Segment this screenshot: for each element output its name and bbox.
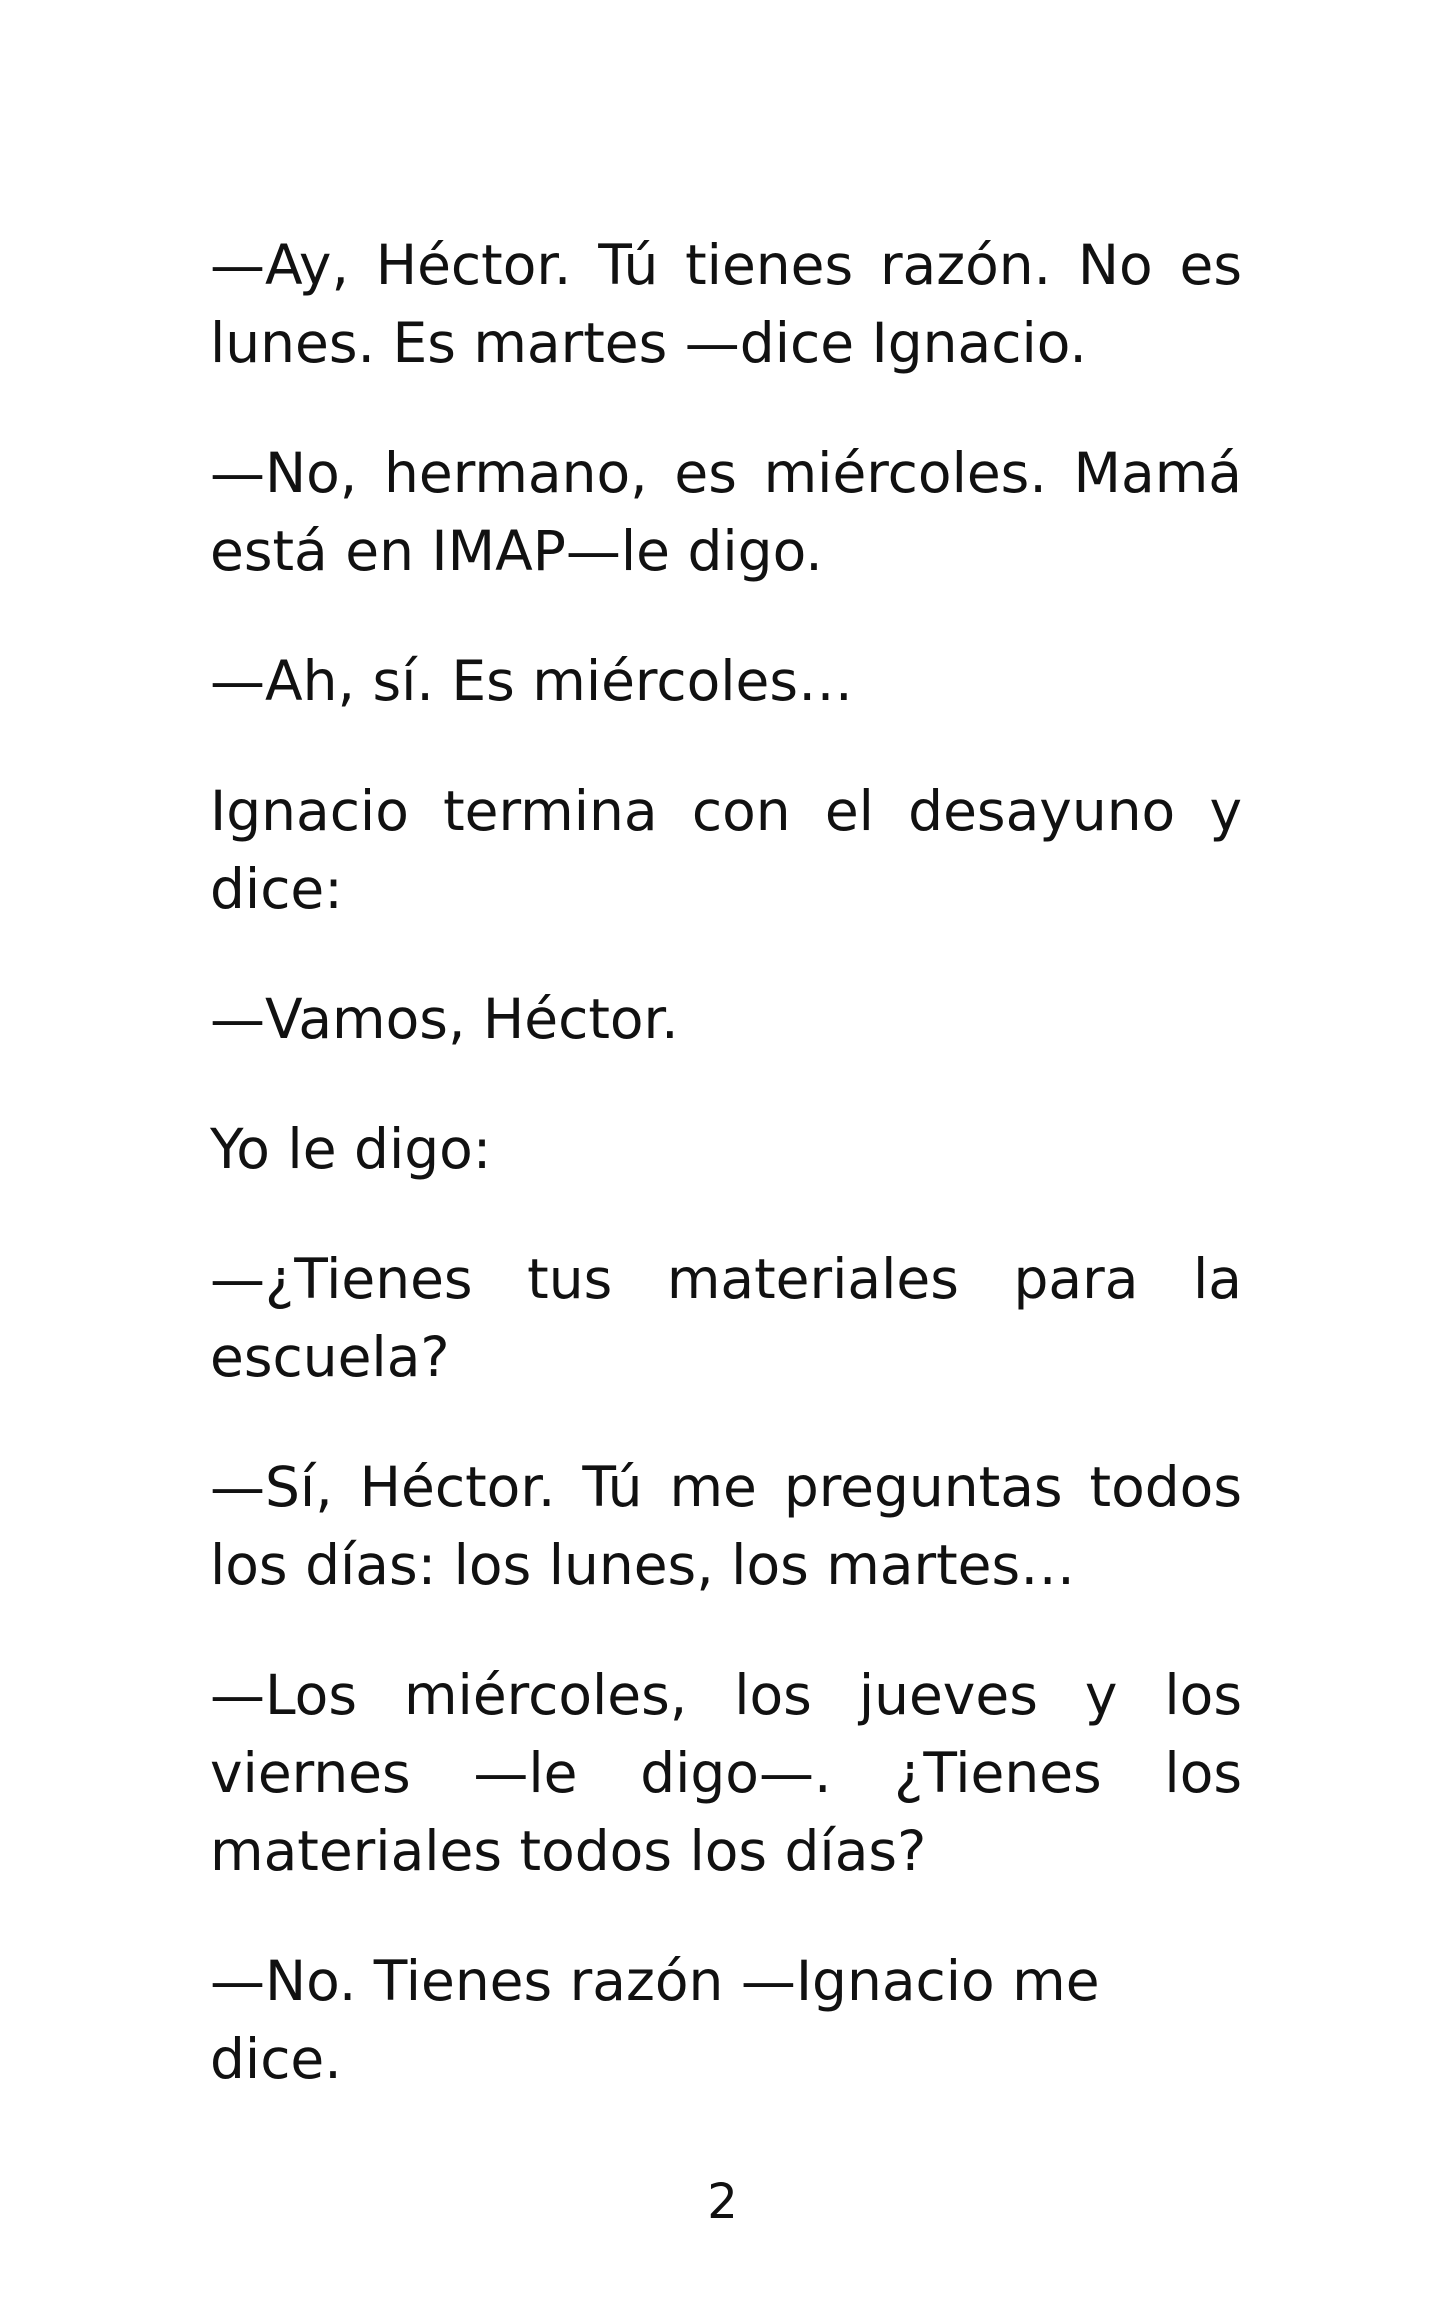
paragraph-10: —No. Tienes razón —Ignacio me dice. xyxy=(210,1949,1100,2091)
paragraph-9: —Los miércoles, los jueves y los viernes —le digo—. ¿Tienes los materiales todos los días? xyxy=(210,1663,1242,1883)
paragraph-8: —Sí, Héctor. Tú me preguntas todos los días: los lunes, los martes… xyxy=(210,1455,1242,1597)
paragraph-3: —Ah, sí. Es miércoles… xyxy=(210,649,854,713)
paragraph-1: —Ay, Héctor. Tú tienes razón. No es lunes. Es martes —dice Ignacio. xyxy=(210,233,1242,375)
paragraph-6: Yo le digo: xyxy=(210,1117,492,1181)
page-number: 2 xyxy=(707,2174,738,2230)
paragraph-4: Ignacio termina con el desayuno y dice: xyxy=(210,779,1242,921)
paragraph-7: —¿Tienes tus materiales para la escuela? xyxy=(210,1247,1242,1389)
paragraph-2: —No, hermano, es miércoles. Mamá está en IMAP—le digo. xyxy=(210,441,1242,583)
body-text xyxy=(210,226,1242,2150)
paragraph-5: —Vamos, Héctor. xyxy=(210,987,679,1051)
